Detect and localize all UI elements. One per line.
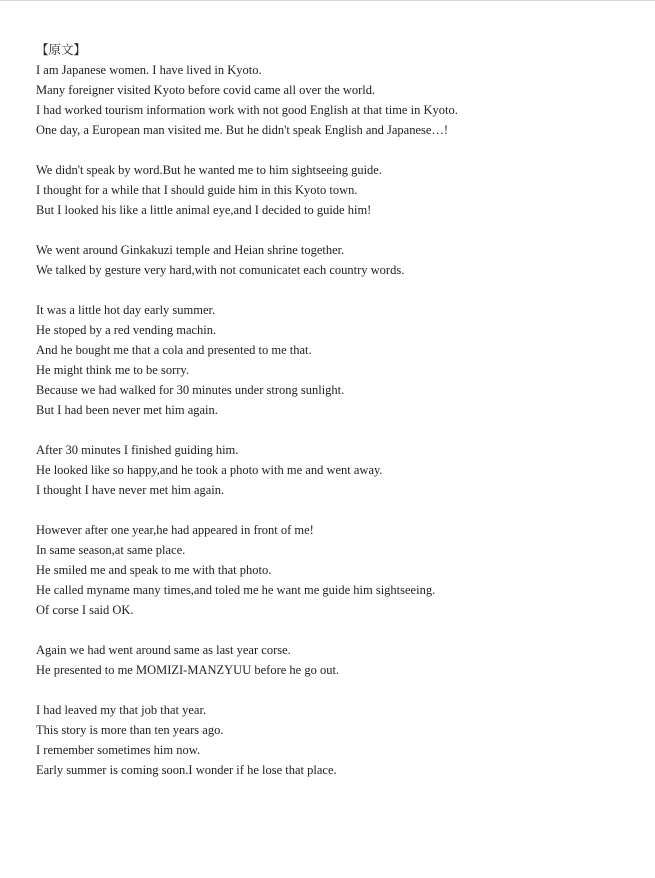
page-top-border — [0, 0, 655, 1]
paragraph-7 — [36, 640, 636, 680]
text-line: I remember sometimes him now. — [36, 743, 201, 757]
text-line: But I had been never met him again. — [36, 403, 218, 417]
text-line: And he bought me that a cola and presented to me that. — [36, 343, 312, 357]
paragraph-8 — [36, 700, 636, 780]
paragraph-gap — [36, 220, 636, 240]
text-line: I thought I have never met him again. — [36, 483, 225, 497]
text-line: But I looked his like a little animal eye,and I decided to guide him! — [36, 203, 372, 217]
text-line: Again we had went around same as last year corse. — [36, 643, 291, 657]
text-line: We went around Ginkakuzi temple and Heian shrine together. — [36, 243, 345, 257]
document-body — [36, 40, 636, 780]
text-line: After 30 minutes I finished guiding him. — [36, 443, 239, 457]
text-line: Early summer is coming soon.I wonder if he lose that place. — [36, 763, 337, 777]
paragraph-gap — [36, 420, 636, 440]
paragraph-6 — [36, 520, 636, 620]
paragraph-5 — [36, 440, 636, 500]
text-line: Of corse I said OK. — [36, 603, 134, 617]
text-line: He smiled me and speak to me with that photo. — [36, 563, 272, 577]
text-line: He called myname many times,and toled me he want me guide him sightseeing. — [36, 583, 436, 597]
text-line: I am Japanese women. I have lived in Kyoto. — [36, 63, 262, 77]
text-line: He looked like so happy,and he took a photo with me and went away. — [36, 463, 383, 477]
text-line: He might think me to be sorry. — [36, 363, 189, 377]
paragraph-3 — [36, 240, 636, 280]
text-line: One day, a European man visited me. But he didn't speak English and Japanese…! — [36, 123, 449, 137]
text-line: I thought for a while that I should guide him in this Kyoto town. — [36, 183, 358, 197]
text-line: Because we had walked for 30 minutes under strong sunlight. — [36, 383, 345, 397]
text-line: I had worked tourism information work with not good English at that time in Kyoto. — [36, 103, 458, 117]
paragraph-gap — [36, 140, 636, 160]
text-line: However after one year,he had appeared in front of me! — [36, 523, 314, 537]
paragraph-gap — [36, 680, 636, 700]
text-line: This story is more than ten years ago. — [36, 723, 224, 737]
paragraph-4 — [36, 300, 636, 420]
paragraph-gap — [36, 500, 636, 520]
text-line: We didn't speak by word.But he wanted me to him sightseeing guide. — [36, 163, 382, 177]
text-line: We talked by gesture very hard,with not comunicatet each country words. — [36, 263, 405, 277]
text-line: He stoped by a red vending machin. — [36, 323, 217, 337]
text-line: I had leaved my that job that year. — [36, 703, 207, 717]
text-line: He presented to me MOMIZI-MANZYUU before he go out. — [36, 663, 340, 677]
paragraph-gap — [36, 280, 636, 300]
text-line: It was a little hot day early summer. — [36, 303, 216, 317]
paragraph-1 — [36, 60, 636, 140]
text-line: In same season,at same place. — [36, 543, 186, 557]
paragraph-2 — [36, 160, 636, 220]
text-line: Many foreigner visited Kyoto before covid came all over the world. — [36, 83, 376, 97]
document-heading: 【原文】 — [36, 43, 87, 57]
paragraph-gap — [36, 620, 636, 640]
